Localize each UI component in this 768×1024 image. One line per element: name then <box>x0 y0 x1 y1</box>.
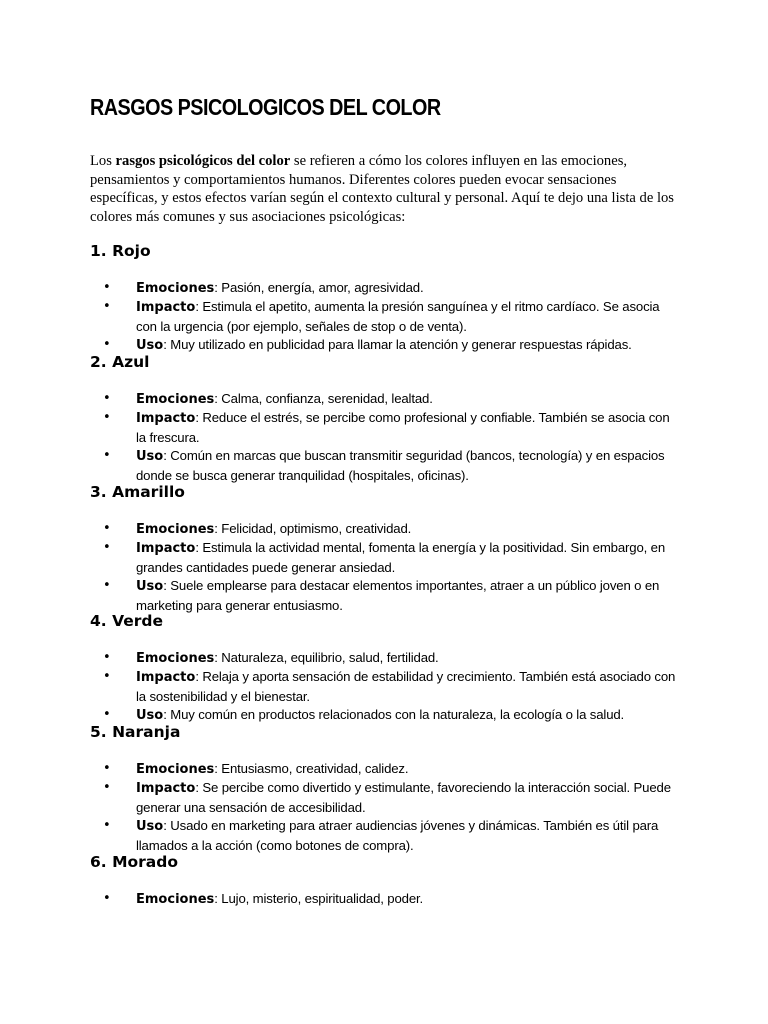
bullet-text: Pasión, energía, amor, agresividad. <box>221 280 424 295</box>
bullet-term: Emociones <box>136 392 215 407</box>
section-list-naranja <box>0 760 768 855</box>
section-heading-naranja: 5. Naranja <box>90 723 181 741</box>
section-list-amarillo <box>0 520 768 615</box>
bullet-term: Impacto <box>136 411 196 427</box>
list-item <box>0 890 682 909</box>
section-heading-rojo: 1. Rojo <box>90 242 151 260</box>
bullet-term: Emociones <box>136 762 215 777</box>
bullet-separator: : <box>163 578 171 594</box>
intro-paragraph <box>90 152 680 226</box>
bullet-separator: : <box>214 521 222 536</box>
bullet-term: Uso <box>136 819 164 835</box>
bullet-icon: • <box>103 578 111 594</box>
bullet-separator: : <box>195 669 203 685</box>
list-item <box>0 760 682 779</box>
bullet-icon: • <box>103 707 111 723</box>
bullet-text: Lujo, misterio, espiritualidad, poder. <box>221 891 424 906</box>
bullet-text: Reduce el estrés, se percibe como profesional y confiable. También se asocia con la frescura. <box>136 410 670 445</box>
bullet-text: Se percibe como divertido y estimulante, favoreciendo la interacción social. Puede generar una sensación de accesibilidad. <box>136 780 671 815</box>
list-item <box>0 668 682 706</box>
bullet-text: Felicidad, optimismo, creatividad. <box>221 521 412 536</box>
bullet-icon: • <box>103 891 111 906</box>
bullet-term: Impacto <box>136 300 196 316</box>
list-item <box>0 279 682 298</box>
bullet-text: Suele emplearse para destacar elementos importantes, atraer a un público joven o en marketing para generar entusiasmo. <box>136 578 660 613</box>
list-item <box>0 649 682 668</box>
bullet-separator: : <box>163 818 171 834</box>
section-heading-verde: 4. Verde <box>90 612 163 630</box>
bullet-icon: • <box>103 669 111 685</box>
bullet-term: Emociones <box>136 892 215 907</box>
bullet-icon: • <box>103 780 111 796</box>
section-list-morado <box>0 890 768 909</box>
bullet-separator: : <box>163 707 171 723</box>
bullet-icon: • <box>103 761 111 776</box>
section-heading-morado: 6. Morado <box>90 853 178 871</box>
bullet-separator: : <box>214 761 222 776</box>
bullet-separator: : <box>195 780 203 796</box>
list-item <box>0 817 682 855</box>
intro-text-rest: se refieren a cómo los colores influyen en las emociones, pensamientos y comportamientos humanos. Diferentes colores pueden evocar sensaciones específicas, y estos efectos varían según el contexto cultural y personal. Aquí te dejo una lista de los colores más comunes y sus asociaciones psicológicas: <box>90 153 674 225</box>
bullet-icon: • <box>103 410 111 426</box>
bullet-separator: : <box>214 891 222 906</box>
bullet-icon: • <box>103 448 111 464</box>
bullet-text: Estimula la actividad mental, fomenta la energía y la positividad. Sin embargo, en grandes cantidades puede generar ansiedad. <box>136 540 666 575</box>
bullet-separator: : <box>195 299 203 315</box>
bullet-term: Impacto <box>136 781 196 797</box>
bullet-separator: : <box>195 540 203 556</box>
bullet-text: Relaja y aporta sensación de estabilidad y crecimiento. También está asociado con la sostenibilidad y el bienestar. <box>136 669 676 704</box>
bullet-icon: • <box>103 818 111 834</box>
bullet-icon: • <box>103 521 111 536</box>
bullet-term: Impacto <box>136 670 196 686</box>
list-item <box>0 577 682 615</box>
bullet-text: Usado en marketing para atraer audiencias jóvenes y dinámicas. También es útil para llamados a la acción (como botones de compra). <box>136 818 659 853</box>
bullet-text: Muy común en productos relacionados con la naturaleza, la ecología o la salud. <box>170 707 625 723</box>
bullet-text: Estimula el apetito, aumenta la presión sanguínea y el ritmo cardíaco. Se asocia con la urgencia (por ejemplo, señales de stop o de venta). <box>136 299 660 334</box>
list-item <box>0 539 682 577</box>
section-list-rojo <box>0 279 768 356</box>
section-heading-amarillo: 3. Amarillo <box>90 483 185 501</box>
list-item <box>0 390 682 409</box>
section-heading-azul: 2. Azul <box>90 353 150 371</box>
bullet-icon: • <box>103 337 111 353</box>
bullet-icon: • <box>103 299 111 315</box>
bullet-separator: : <box>163 337 171 353</box>
list-item <box>0 409 682 447</box>
bullet-separator: : <box>195 410 203 426</box>
bullet-separator: : <box>214 391 222 406</box>
list-item <box>0 298 682 336</box>
bullet-text: Muy utilizado en publicidad para llamar la atención y generar respuestas rápidas. <box>170 337 632 353</box>
bullet-term: Uso <box>136 449 164 465</box>
bullet-term: Emociones <box>136 522 215 537</box>
bullet-term: Uso <box>136 338 164 354</box>
section-list-verde <box>0 649 768 726</box>
bullet-term: Uso <box>136 579 164 595</box>
document-title: RASGOS PSICOLOGICOS DEL COLOR <box>90 94 441 120</box>
bullet-text: Calma, confianza, serenidad, lealtad. <box>221 391 433 406</box>
bullet-term: Impacto <box>136 541 196 557</box>
bullet-icon: • <box>103 540 111 556</box>
bullet-separator: : <box>163 448 171 464</box>
section-list-azul <box>0 390 768 485</box>
list-item <box>0 779 682 817</box>
list-item <box>0 447 682 485</box>
intro-text-start: Los <box>90 153 116 169</box>
intro-bold-term: rasgos psicológicos del color <box>115 153 291 169</box>
bullet-icon: • <box>103 280 111 295</box>
bullet-term: Emociones <box>136 651 215 666</box>
list-item <box>0 520 682 539</box>
bullet-term: Uso <box>136 708 164 724</box>
bullet-separator: : <box>214 280 222 295</box>
bullet-icon: • <box>103 650 111 665</box>
bullet-icon: • <box>103 391 111 406</box>
bullet-separator: : <box>214 650 222 665</box>
bullet-text: Común en marcas que buscan transmitir seguridad (bancos, tecnología) y en espacios donde se busca generar tranquilidad (hospitales, oficinas). <box>136 448 665 483</box>
bullet-text: Naturaleza, equilibrio, salud, fertilidad. <box>221 650 439 665</box>
bullet-term: Emociones <box>136 281 215 296</box>
bullet-text: Entusiasmo, creatividad, calidez. <box>221 761 409 776</box>
